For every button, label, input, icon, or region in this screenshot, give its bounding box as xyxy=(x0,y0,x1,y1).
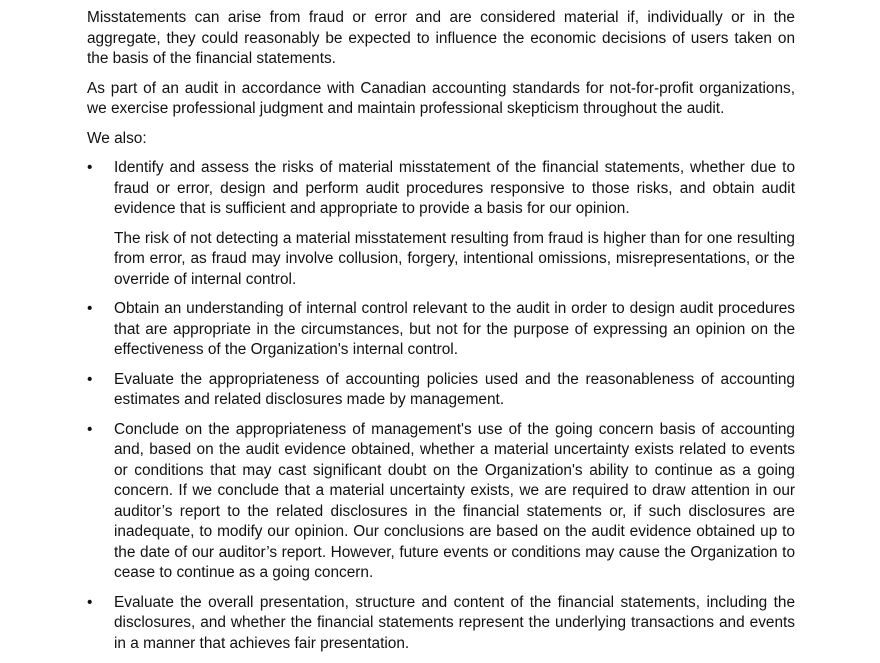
list-item xyxy=(87,593,795,655)
list-item-text: Evaluate the overall presentation, structure and content of the financial statements, including the disclosures, and whether the financial statements represent the underlying transactions and events in a manner that achieves fair presentation. xyxy=(114,593,795,652)
list-item-text: Evaluate the appropriateness of accounting policies used and the reasonableness of accounting estimates and related disclosures made by management. xyxy=(114,370,795,408)
list-item xyxy=(87,370,795,411)
list-item-text: Conclude on the appropriateness of management's use of the going concern basis of accounting and, based on the audit evidence obtained, whether a material uncertainty exists related to events or conditions that may cast significant doubt on the Organization's ability to continue as a going concern. If we conclude that a material uncertainty exists, we are required to draw attention in our auditor’s report to the related disclosures in the financial statements or, if such disclosures are inadequate, to modify our opinion. Our conclusions are based on the audit evidence obtained up to the date of our auditor’s report. However, future events or conditions may cause the Organization to cease to continue as a going concern. xyxy=(114,420,795,581)
list-item-subparagraph: The risk of not detecting a material misstatement resulting from fraud is higher than for one resulting from error, as fraud may involve collusion, forgery, intentional omissions, misrepresentations, or the override of internal control. xyxy=(114,229,795,288)
bullet-marker: • xyxy=(87,420,93,438)
list-item xyxy=(87,420,795,584)
document-page xyxy=(87,8,795,663)
list-item xyxy=(87,158,795,290)
audit-responsibilities-list xyxy=(87,158,795,654)
bullet-marker: • xyxy=(87,159,93,176)
paragraph-misstatements: Misstatements can arise from fraud or error and are considered material if, individually or in the aggregate, they could reasonably be expected to influence the economic decisions of users taken on the basis of the financial statements. xyxy=(87,9,795,67)
bullet-marker: • xyxy=(87,370,93,388)
list-item-text: Obtain an understanding of internal control relevant to the audit in order to design audit procedures that are appropriate in the circumstances, but not for the purpose of expressing an opinion on the effectiveness of the Organization's internal control. xyxy=(114,300,795,358)
list-item xyxy=(87,299,795,361)
bullet-marker: • xyxy=(87,300,93,317)
paragraph-we-also: We also: xyxy=(87,129,147,147)
bullet-marker: • xyxy=(87,593,93,611)
list-item-text: Identify and assess the risks of material misstatement of the financial statements, whether due to fraud or error, design and perform audit procedures responsive to those risks, and obtain audit evidence that is sufficient and appropriate to provide a basis for our opinion. xyxy=(114,159,795,217)
paragraph-professional-judgment: As part of an audit in accordance with Canadian accounting standards for not-for-profit organizations, we exercise professional judgment and maintain professional skepticism throughout the audit. xyxy=(87,79,795,117)
